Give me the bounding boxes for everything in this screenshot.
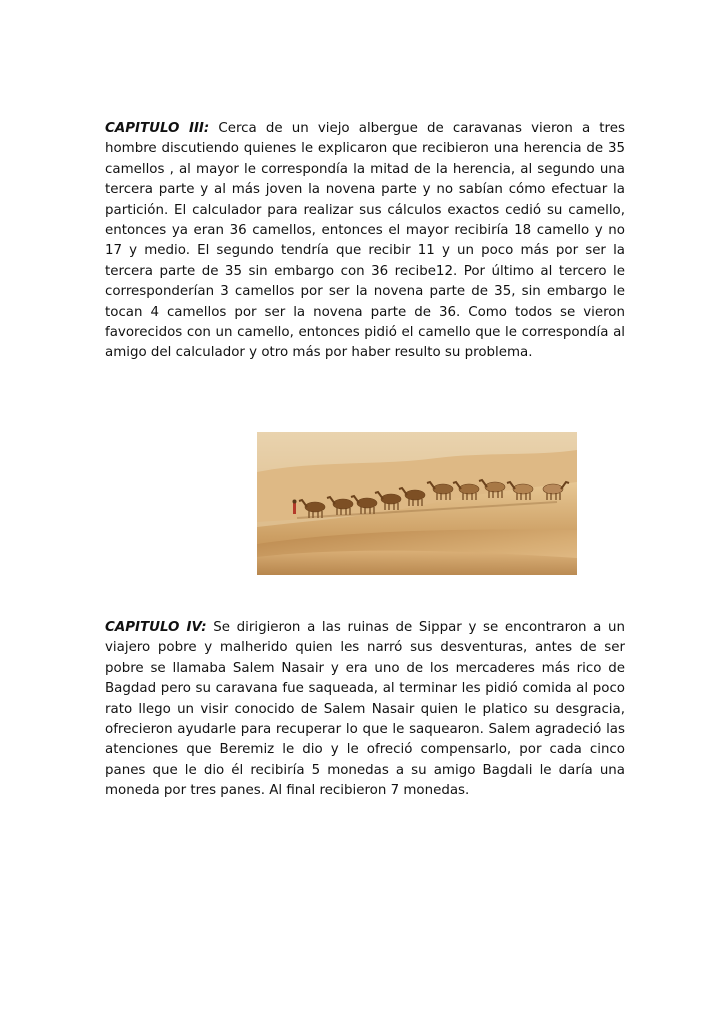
chapter-3-paragraph (105, 119, 625, 364)
chapter-3-heading: CAPITULO III: (105, 121, 210, 136)
chapter-4-paragraph (105, 618, 625, 802)
chapter-4-heading: CAPITULO IV: (105, 620, 207, 635)
desert-caravan-photo (257, 432, 577, 575)
chapter-3-text: Cerca de un viejo albergue de caravanas vieron a tres hombre discutiendo quienes le explicaron que recibieron una herencia de 35 camellos , al mayor le correspondía la mitad de la herencia, al segundo una tercera parte y al más joven la novena parte y no sabían cómo efectuar la partición. El calculador para realizar sus cálculos exactos cedió su camello, entonces ya eran 36 camellos, entonces el mayor recibiría 18 camello y no 17 y medio. El segundo tendría que recibir 11 y un poco más por ser la tercera parte de 35 sin embargo con 36 recibe12. Por último al tercero le corresponderían 3 camellos por ser la novena parte de 35, sin embargo le tocan 4 camellos por ser la novena parte de 36. Como todos se vieron favorecidos con un camello, entonces pidió el camello que le correspondía al amigo del calculador y otro más por haber resulto su problema. (105, 121, 625, 361)
camel-caravan-icon (257, 432, 577, 575)
chapter-4-text: Se dirigieron a las ruinas de Sippar y se encontraron a un viajero pobre y malherido quien les narró sus desventuras, antes de ser pobre se llamaba Salem Nasair y era uno de los mercaderes más rico de Bagdad pero su caravana fue saqueada, al terminar les pidió comida al poco rato llego un visir conocido de Salem Nasair quien le platico su desgracia, ofrecieron ayudarle para recuperar lo que le saquearon. Salem agradeció las atenciones que Beremiz le dio y le ofreció compensarlo, por cada cinco panes que le dio él recibiría 5 monedas a su amigo Bagdali le daría una moneda por tres panes. Al final recibieron 7 monedas. (105, 620, 625, 799)
